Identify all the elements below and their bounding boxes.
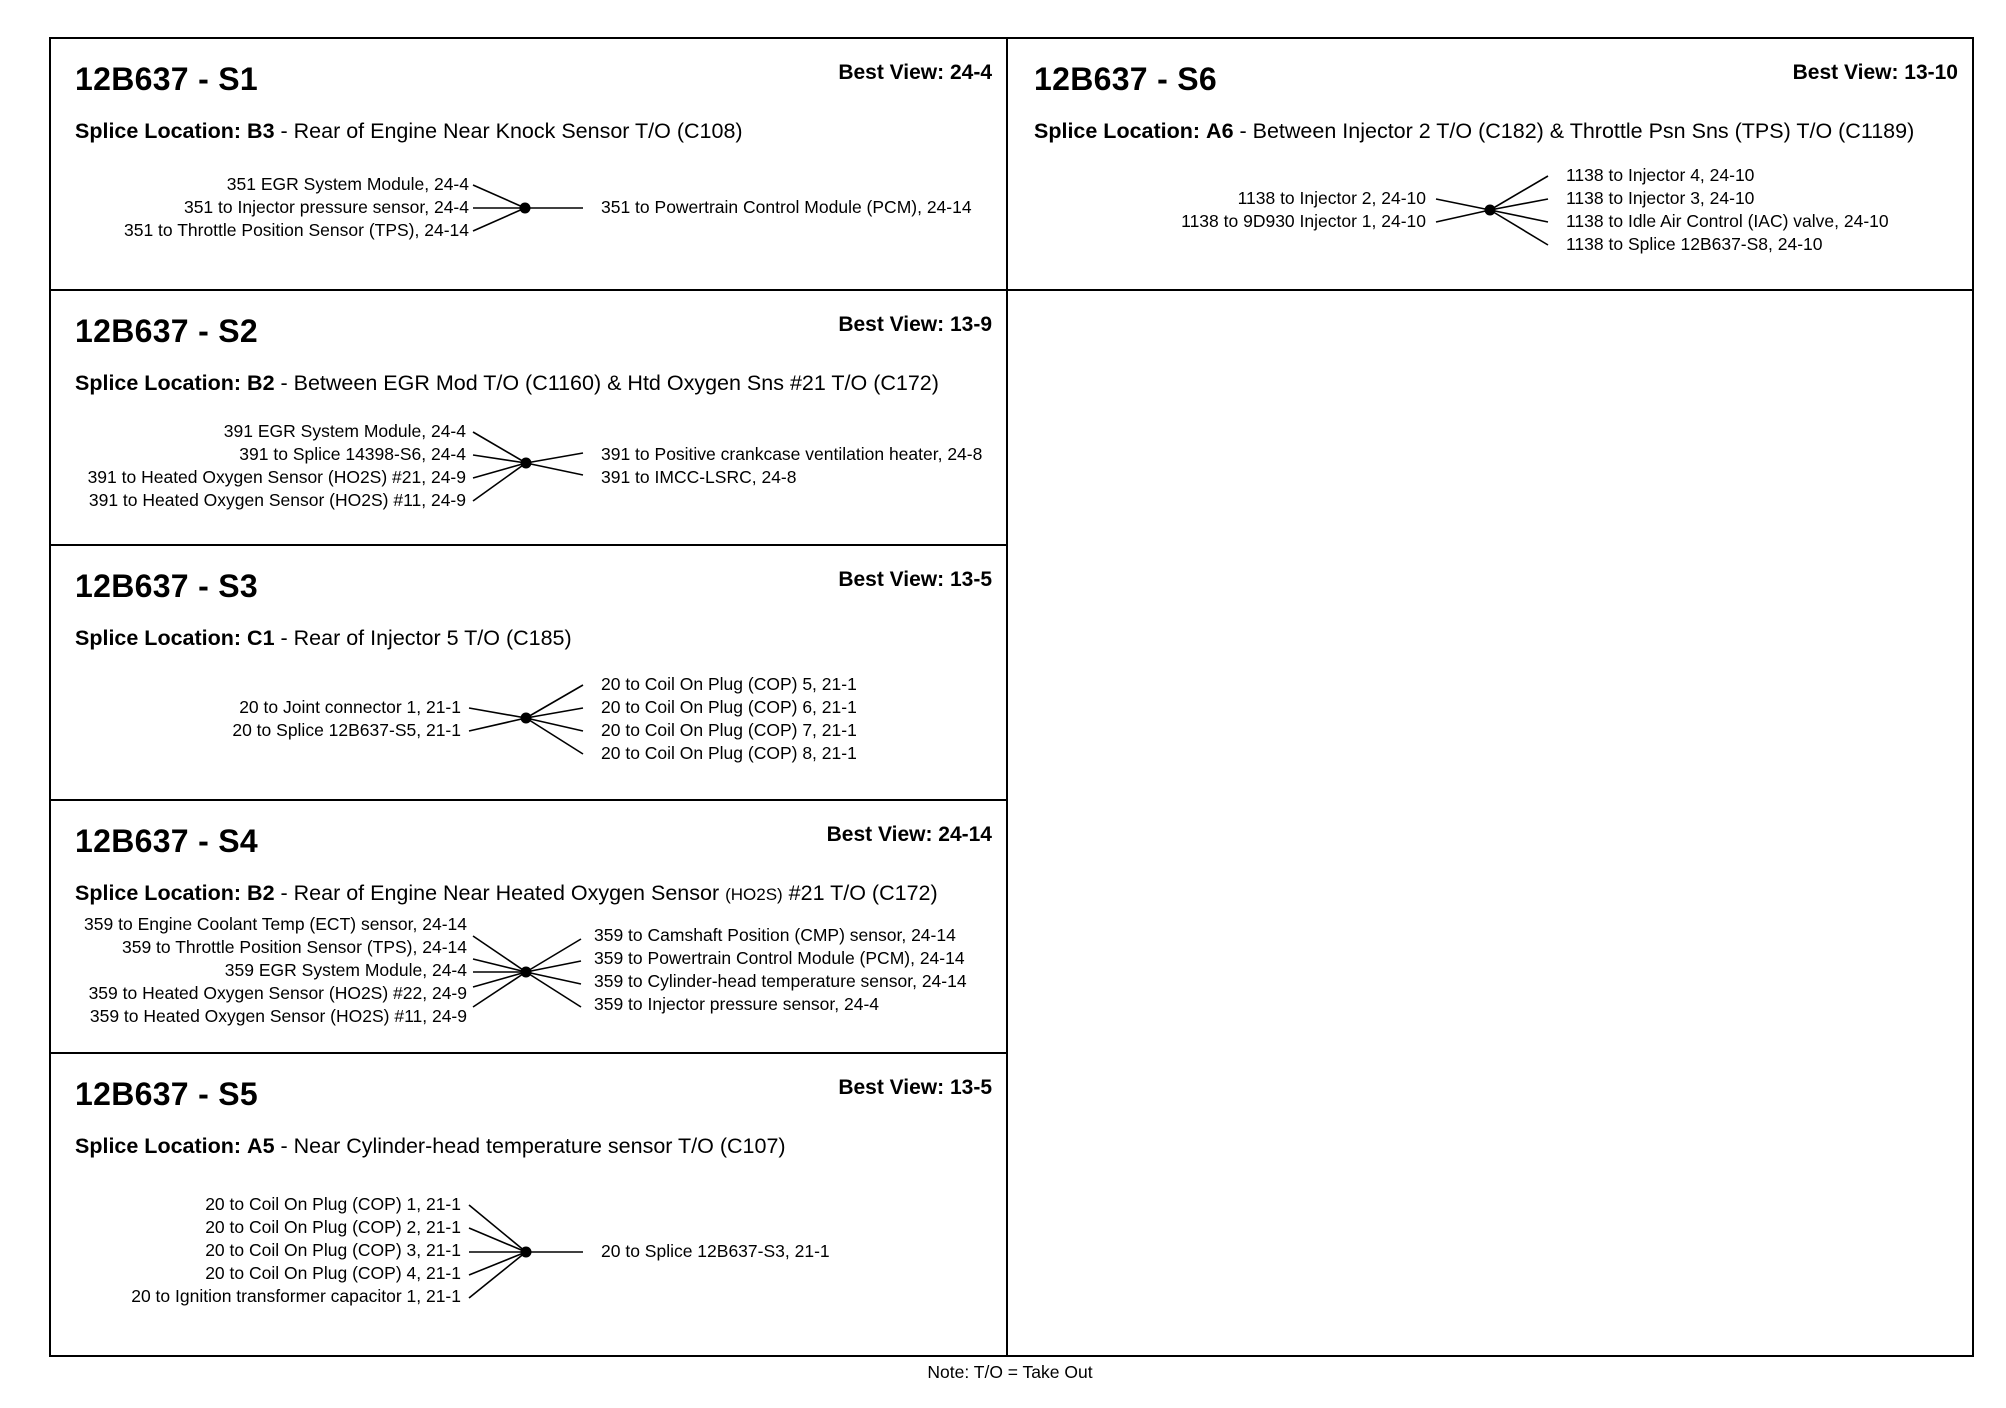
wire-label: 351 to Powertrain Control Module (PCM), 24-14 (601, 197, 972, 217)
wire-label: 20 to Coil On Plug (COP) 3, 21-1 (205, 1240, 461, 1260)
location-text: - Rear of Engine Near Knock Sensor T/O (C108) (274, 119, 743, 143)
wire-label: 20 to Splice 12B637-S3, 21-1 (601, 1241, 830, 1261)
wire-line (469, 1252, 526, 1298)
location-code: A5 (247, 1134, 275, 1158)
wire-list-left (124, 173, 469, 242)
splice-node (520, 203, 531, 214)
wire-label: 20 to Coil On Plug (COP) 5, 21-1 (601, 674, 857, 694)
wire-label: 359 to Engine Coolant Temp (ECT) sensor, 24-14 (84, 914, 467, 934)
wire-label: 20 to Coil On Plug (COP) 1, 21-1 (205, 1194, 461, 1214)
splice-location (75, 371, 939, 396)
wire-line (526, 708, 583, 718)
wire-label: 359 to Cylinder-head temperature sensor, 24-14 (594, 971, 967, 991)
location-label: Splice Location: (75, 626, 242, 650)
wire-label: 1138 to 9D930 Injector 1, 24-10 (1181, 211, 1426, 231)
wire-list-right (601, 673, 857, 765)
splice-location (75, 119, 743, 144)
wire-label: 391 to Heated Oxygen Sensor (HO2S) #21, 24-9 (87, 467, 466, 487)
location-text: - Between Injector 2 T/O (C182) & Throttle Psn Sns (TPS) T/O (C1189) (1233, 119, 1915, 143)
splice-location (75, 1134, 786, 1159)
wire-line (526, 972, 581, 1007)
footnote: Note: T/O = Take Out (927, 1362, 1093, 1382)
splice-id: 12B637 - S4 (75, 823, 258, 859)
location-label: Splice Location: (75, 881, 242, 905)
wire-list-left (1181, 187, 1426, 233)
wire-line (526, 453, 583, 463)
splice-node (1485, 205, 1496, 216)
wire-line (469, 1205, 526, 1252)
wire-line (473, 185, 525, 208)
location-label: Splice Location: (1034, 119, 1201, 143)
location-code: B2 (247, 371, 275, 395)
wire-list-left (84, 913, 467, 1028)
wire-label: 359 to Heated Oxygen Sensor (HO2S) #22, 24-9 (88, 983, 467, 1003)
best-view: Best View: 24-14 (826, 823, 992, 846)
splice-node (521, 1247, 532, 1258)
wire-line (473, 959, 526, 972)
wire-line (469, 1252, 526, 1275)
wire-label: 391 to Positive crankcase ventilation heater, 24-8 (601, 444, 983, 464)
wire-line (469, 708, 526, 718)
wire-label: 391 to Heated Oxygen Sensor (HO2S) #11, 24-9 (88, 490, 466, 510)
wire-label: 359 to Injector pressure sensor, 24-4 (594, 994, 880, 1014)
wire-list-right (601, 1240, 830, 1263)
wire-label: 1138 to Injector 4, 24-10 (1566, 165, 1755, 185)
wire-line (526, 972, 581, 984)
wire-list-left (88, 420, 466, 512)
splice-node (521, 967, 532, 978)
splice-id: 12B637 - S6 (1034, 61, 1217, 97)
wire-label: 359 to Heated Oxygen Sensor (HO2S) #11, 24-9 (89, 1006, 467, 1026)
location-text: - Near Cylinder-head temperature sensor T/O (C107) (274, 1134, 786, 1158)
wire-line (526, 463, 583, 475)
wire-label: 1138 to Idle Air Control (IAC) valve, 24-10 (1566, 211, 1889, 231)
wire-label: 359 to Camshaft Position (CMP) sensor, 24-14 (594, 925, 956, 945)
wire-line (473, 463, 526, 478)
wire-line (473, 432, 526, 463)
wire-line (526, 718, 583, 731)
location-text: - Rear of Injector 5 T/O (C185) (274, 626, 572, 650)
location-tail: #21 T/O (C172) (782, 881, 938, 905)
wire-line (1436, 199, 1490, 210)
row-divider (1008, 289, 1974, 291)
best-view: Best View: 13-9 (838, 313, 992, 336)
best-view: Best View: 24-4 (838, 61, 992, 84)
splice-panel-s2 (51, 291, 1006, 544)
splice-node (521, 458, 532, 469)
splice-location (75, 881, 938, 906)
wire-line (526, 718, 583, 754)
wire-list-left (131, 1193, 461, 1308)
wire-label: 20 to Coil On Plug (COP) 6, 21-1 (601, 697, 857, 717)
wire-line (1490, 199, 1548, 210)
location-small: (HO2S) (725, 885, 783, 904)
splice-id: 12B637 - S3 (75, 568, 258, 604)
location-code: B2 (247, 881, 275, 905)
wire-line (1490, 210, 1548, 245)
splice-panel-s3 (51, 546, 1006, 799)
wire-label: 20 to Splice 12B637-S5, 21-1 (232, 720, 461, 740)
wire-label: 351 to Injector pressure sensor, 24-4 (183, 197, 469, 217)
location-code: B3 (247, 119, 275, 143)
wire-list-right (1566, 164, 1889, 256)
wire-line (473, 972, 526, 987)
splice-panel-s4 (51, 801, 1006, 1052)
location-label: Splice Location: (75, 1134, 242, 1158)
wire-label: 20 to Coil On Plug (COP) 4, 21-1 (205, 1263, 461, 1283)
wire-label: 1138 to Injector 2, 24-10 (1237, 188, 1426, 208)
best-view: Best View: 13-5 (838, 1076, 992, 1099)
wire-label: 359 to Throttle Position Sensor (TPS), 24-14 (122, 937, 467, 957)
location-code: A6 (1206, 119, 1234, 143)
wire-line (1490, 210, 1548, 222)
splice-location (75, 626, 572, 651)
wire-label: 391 to Splice 14398-S6, 24-4 (239, 444, 466, 464)
wire-line (473, 972, 526, 1007)
wire-list-right (594, 924, 967, 1016)
wire-label: 391 EGR System Module, 24-4 (223, 421, 466, 441)
wire-label: 359 EGR System Module, 24-4 (224, 960, 467, 980)
wire-line (473, 463, 526, 501)
wire-line (526, 939, 581, 972)
wire-line (473, 455, 526, 463)
wire-line (526, 685, 583, 718)
wire-label: 351 EGR System Module, 24-4 (226, 174, 469, 194)
best-view: Best View: 13-10 (1792, 61, 1958, 84)
wire-line (469, 1228, 526, 1252)
wire-label: 391 to IMCC-LSRC, 24-8 (601, 467, 797, 487)
wire-label: 20 to Ignition transformer capacitor 1, 21-1 (131, 1286, 461, 1306)
splice-id: 12B637 - S5 (75, 1076, 258, 1112)
location-label: Splice Location: (75, 371, 242, 395)
location-text: - Rear of Engine Near Heated Oxygen Sensor (274, 881, 726, 905)
location-code: C1 (247, 626, 275, 650)
wire-label: 20 to Joint connector 1, 21-1 (239, 697, 461, 717)
splice-id: 12B637 - S2 (75, 313, 258, 349)
wire-line (469, 718, 526, 731)
splice-location (1034, 119, 1914, 144)
wire-line (526, 961, 581, 972)
wire-line (473, 208, 525, 231)
splice-node (521, 713, 532, 724)
location-text: - Between EGR Mod T/O (C1160) & Htd Oxygen Sns #21 T/O (C172) (274, 371, 939, 395)
wire-label: 20 to Coil On Plug (COP) 2, 21-1 (205, 1217, 461, 1237)
splice-panel-s6 (1008, 39, 1972, 289)
wire-label: 20 to Coil On Plug (COP) 7, 21-1 (601, 720, 857, 740)
splice-id: 12B637 - S1 (75, 61, 258, 97)
wire-label: 20 to Coil On Plug (COP) 8, 21-1 (601, 743, 857, 763)
splice-panel-s1 (51, 39, 1006, 289)
wire-line (1490, 176, 1548, 210)
wire-label: 1138 to Injector 3, 24-10 (1566, 188, 1755, 208)
wire-line (473, 936, 526, 972)
wire-list-right (601, 196, 972, 219)
splice-panel-s5 (51, 1054, 1006, 1355)
wire-list-left (232, 696, 461, 742)
location-label: Splice Location: (75, 119, 242, 143)
wire-label: 351 to Throttle Position Sensor (TPS), 24-14 (124, 220, 469, 240)
wire-label: 1138 to Splice 12B637-S8, 24-10 (1566, 234, 1823, 254)
wire-label: 359 to Powertrain Control Module (PCM), 24-14 (594, 948, 965, 968)
wire-line (1436, 210, 1490, 222)
best-view: Best View: 13-5 (838, 568, 992, 591)
wire-list-right (601, 443, 982, 489)
